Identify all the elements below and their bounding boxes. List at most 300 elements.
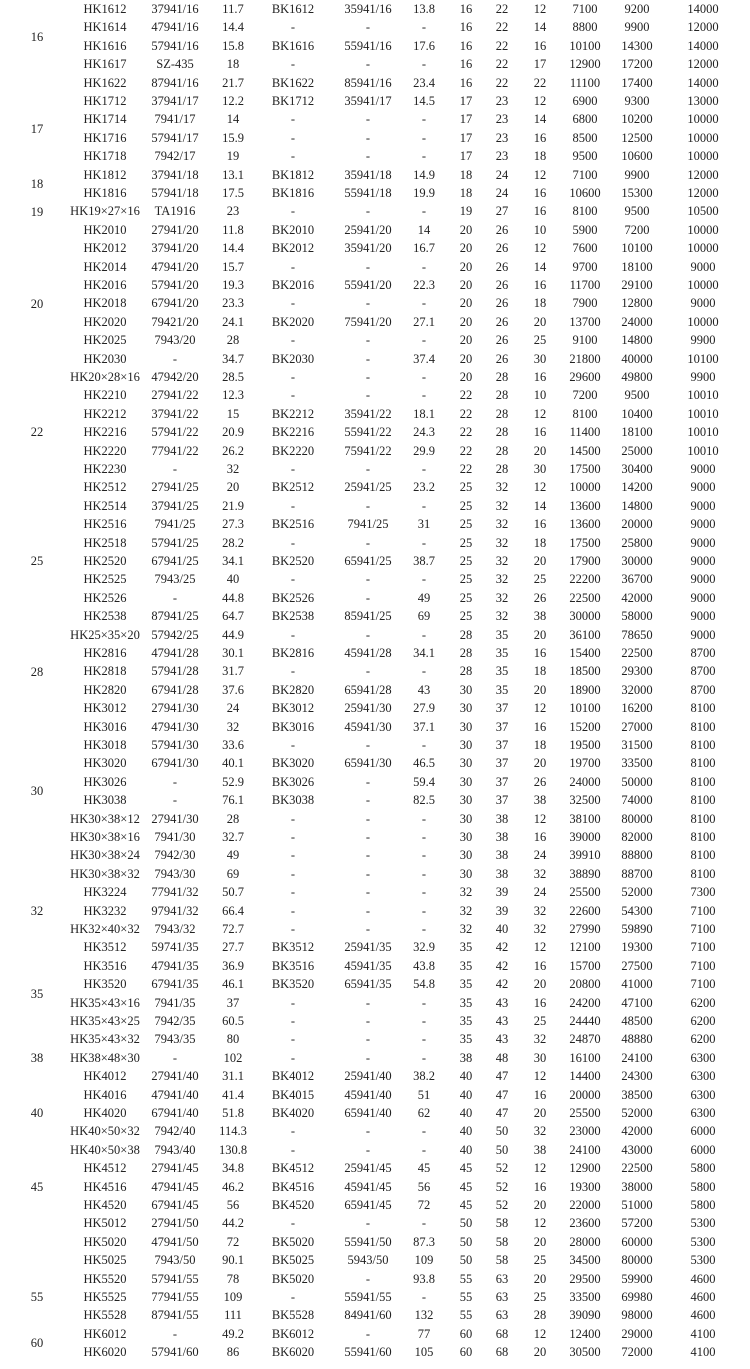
cell-shaft-dia: 35	[459, 1032, 473, 1047]
cell-max-speed: 6300	[690, 1069, 716, 1084]
cell-weight: 12.2	[222, 94, 244, 108]
cell-closed-weight: -	[421, 498, 427, 513]
table-row	[0, 0, 750, 18]
cell-shaft-dia: 25	[459, 554, 473, 568]
cell-static-load: 80000	[621, 811, 653, 826]
cell-static-load: 52000	[621, 885, 653, 900]
cell-max-speed: 9000	[690, 535, 716, 550]
cell-weight: 19	[226, 149, 240, 164]
cell-static-load: 36700	[621, 572, 653, 587]
cell-part-no: 37941/18	[151, 167, 199, 182]
cell-dynamic-load: 29600	[569, 370, 601, 384]
table-row	[0, 1233, 750, 1251]
table-row	[0, 239, 750, 257]
table-row	[0, 331, 750, 349]
cell-part-no: 7943/35	[154, 1032, 196, 1047]
cell-max-speed: 5800	[690, 1198, 716, 1212]
cell-part-no: -	[172, 1326, 178, 1341]
cell-shaft-dia: 20	[459, 296, 473, 311]
cell-dynamic-load: 10600	[569, 186, 601, 200]
table-row	[0, 1086, 750, 1104]
cell-closed-model: BK3516	[271, 958, 315, 973]
cell-closed-weight: 45	[417, 1161, 431, 1176]
cell-closed-part-no: -	[365, 296, 371, 311]
cell-dynamic-load: 15200	[569, 719, 601, 734]
cell-model: HK19×27×16	[70, 204, 140, 219]
cell-max-speed: 8100	[690, 793, 716, 808]
table-row	[0, 423, 750, 441]
cell-model: HK2220	[83, 443, 127, 458]
cell-model: HK38×48×30	[70, 1050, 140, 1065]
cell-closed-part-no: -	[365, 1326, 371, 1341]
cell-dynamic-load: 19300	[569, 1179, 601, 1194]
cell-max-speed: 12000	[687, 186, 719, 200]
cell-outer-dia: 68	[495, 1326, 509, 1341]
cell-max-speed: 14000	[687, 2, 719, 16]
cell-part-no: 47941/35	[151, 958, 199, 973]
cell-outer-dia: 26	[495, 241, 509, 256]
cell-closed-model: BK3020	[271, 756, 315, 771]
cell-weight: 34.1	[222, 554, 244, 568]
cell-closed-model: BK1612	[271, 2, 315, 16]
cell-model: HK2512	[83, 480, 127, 495]
table-row	[0, 55, 750, 73]
table-row	[0, 202, 750, 220]
cell-closed-part-no: -	[365, 903, 371, 918]
cell-closed-model: -	[290, 627, 296, 642]
cell-closed-weight: -	[421, 903, 427, 918]
cell-static-load: 32000	[621, 682, 653, 697]
table-row	[0, 791, 750, 809]
cell-outer-dia: 50	[495, 1124, 509, 1139]
cell-shaft-dia: 25	[459, 517, 473, 532]
cell-outer-dia: 47	[495, 1087, 509, 1102]
cell-width: 32	[533, 1032, 547, 1047]
cell-max-speed: 10000	[687, 314, 719, 329]
cell-model: HK6020	[83, 1345, 127, 1360]
cell-model: HK4520	[83, 1198, 127, 1212]
cell-dynamic-load: 9100	[572, 333, 598, 348]
cell-static-load: 29300	[621, 664, 653, 679]
cell-shaft-dia: 30	[459, 774, 473, 789]
cell-closed-weight: 72	[417, 1198, 431, 1212]
cell-model: HK30×38×32	[70, 866, 140, 881]
cell-shaft-dia: 18	[459, 167, 473, 182]
cell-closed-part-no: -	[365, 572, 371, 587]
cell-outer-dia: 28	[495, 425, 509, 440]
cell-width: 16	[533, 1179, 547, 1194]
cell-max-speed: 7100	[690, 922, 716, 936]
cell-closed-weight: 37.4	[413, 351, 435, 366]
cell-outer-dia: 22	[495, 2, 509, 16]
cell-model: HK1622	[83, 75, 127, 90]
cell-closed-model: -	[290, 333, 296, 348]
cell-part-no: 57941/22	[151, 425, 199, 440]
table-row	[0, 74, 750, 92]
cell-dynamic-load: 18900	[569, 682, 601, 697]
cell-shaft-dia: 20	[459, 351, 473, 366]
cell-model: HK3520	[83, 977, 127, 992]
cell-closed-part-no: -	[365, 830, 371, 844]
cell-weight: 69	[226, 866, 240, 881]
cell-closed-part-no: 65941/28	[344, 682, 392, 697]
cell-max-speed: 9000	[690, 498, 716, 513]
cell-part-no: 57942/25	[151, 627, 199, 642]
cell-closed-model: BK6012	[271, 1326, 315, 1341]
cell-closed-model: BK4520	[271, 1198, 315, 1212]
cell-closed-model: BK3016	[271, 719, 315, 734]
cell-shaft-dia: 45	[459, 1179, 473, 1194]
cell-shaft-dia: 19	[459, 204, 473, 219]
cell-weight: 11.8	[222, 222, 244, 237]
cell-part-no: 77941/22	[151, 443, 199, 458]
cell-closed-weight: -	[421, 1032, 427, 1047]
table-row	[0, 846, 750, 864]
cell-weight: 23.3	[222, 296, 244, 311]
table-row	[0, 129, 750, 147]
table-row	[0, 994, 750, 1012]
cell-closed-weight: 31	[417, 517, 431, 532]
table-row	[0, 1049, 750, 1067]
cell-max-speed: 10500	[687, 204, 719, 219]
cell-model: HK4016	[83, 1087, 127, 1102]
cell-static-load: 14800	[621, 498, 653, 513]
cell-shaft-dia: 22	[459, 443, 473, 458]
cell-model: HK35×43×32	[70, 1032, 140, 1047]
cell-closed-weight: -	[421, 1290, 427, 1304]
cell-outer-dia: 58	[495, 1253, 509, 1268]
cell-max-speed: 9000	[690, 590, 716, 605]
cell-shaft-dia: 16	[459, 20, 473, 35]
cell-outer-dia: 26	[495, 333, 509, 348]
cell-closed-weight: 37.1	[413, 719, 435, 734]
cell-width: 28	[533, 1308, 547, 1323]
cell-max-speed: 9000	[690, 554, 716, 568]
cell-weight: 15.7	[222, 259, 244, 274]
cell-weight: 34.8	[222, 1161, 244, 1176]
cell-static-load: 9200	[624, 2, 650, 16]
cell-part-no: 37941/20	[151, 241, 199, 256]
cell-closed-part-no: 75941/20	[344, 314, 392, 329]
cell-shaft-dia: 28	[459, 646, 473, 660]
cell-dynamic-load: 24100	[569, 1142, 601, 1157]
cell-closed-part-no: -	[365, 20, 371, 35]
cell-dynamic-load: 7100	[572, 167, 598, 182]
cell-closed-model: BK2020	[271, 314, 315, 329]
cell-dynamic-load: 20800	[569, 977, 601, 992]
cell-max-speed: 4600	[690, 1290, 716, 1304]
table-row	[0, 386, 750, 404]
cell-model: HK2010	[83, 222, 127, 237]
cell-shaft-dia: 20	[459, 333, 473, 348]
cell-width: 25	[533, 333, 547, 348]
table-row	[0, 736, 750, 754]
cell-closed-part-no: 55941/55	[344, 1290, 392, 1304]
cell-closed-model: -	[290, 259, 296, 274]
cell-shaft-dia: 30	[459, 738, 473, 752]
cell-outer-dia: 28	[495, 406, 509, 421]
cell-dynamic-load: 10100	[569, 38, 601, 53]
cell-shaft-dia: 25	[459, 572, 473, 587]
cell-outer-dia: 28	[495, 443, 509, 458]
table-row	[0, 570, 750, 588]
cell-closed-weight: 32.9	[413, 940, 435, 955]
cell-width: 24	[533, 885, 547, 900]
cell-outer-dia: 68	[495, 1345, 509, 1360]
cell-closed-part-no: -	[365, 885, 371, 900]
cell-closed-weight: 16.7	[413, 241, 435, 256]
cell-static-load: 54300	[621, 903, 653, 918]
cell-dynamic-load: 25500	[569, 1106, 601, 1120]
cell-closed-model: -	[290, 1014, 296, 1028]
cell-part-no: 57941/55	[151, 1271, 199, 1286]
cell-weight: 20	[226, 480, 240, 495]
cell-shaft-dia: 20	[459, 222, 473, 237]
cell-shaft-dia: 40	[459, 1069, 473, 1084]
cell-width: 32	[533, 922, 547, 936]
cell-outer-dia: 47	[495, 1069, 509, 1084]
table-row	[0, 258, 750, 276]
cell-part-no: 97941/32	[151, 903, 199, 918]
cell-closed-part-no: 35941/22	[344, 406, 392, 421]
cell-max-speed: 6200	[690, 1014, 716, 1028]
cell-model: HK3020	[83, 756, 127, 771]
table-row	[0, 699, 750, 717]
cell-weight: 60.5	[222, 1014, 244, 1028]
cell-outer-dia: 38	[495, 848, 509, 863]
cell-model: HK25×35×20	[70, 627, 140, 642]
cell-closed-model: -	[290, 204, 296, 219]
cell-closed-model: BK2820	[271, 682, 315, 697]
cell-model: HK2520	[83, 554, 127, 568]
cell-width: 16	[533, 995, 547, 1010]
cell-weight: 32	[226, 462, 240, 476]
cell-part-no: 87941/25	[151, 609, 199, 624]
cell-part-no: -	[172, 774, 178, 789]
table-row	[0, 442, 750, 460]
cell-dynamic-load: 10000	[569, 480, 601, 495]
table-row	[0, 294, 750, 312]
cell-part-no: 27941/30	[151, 701, 199, 716]
cell-static-load: 10600	[621, 149, 653, 164]
cell-closed-part-no: 55941/20	[344, 278, 392, 292]
cell-closed-part-no: -	[365, 498, 371, 513]
table-row	[0, 810, 750, 828]
table-row	[0, 644, 750, 662]
cell-closed-part-no: 45941/30	[344, 719, 392, 734]
cell-dynamic-load: 13600	[569, 498, 601, 513]
cell-closed-model: -	[290, 370, 296, 384]
cell-outer-dia: 63	[495, 1290, 509, 1304]
cell-closed-weight: -	[421, 811, 427, 826]
cell-closed-part-no: 85941/25	[344, 609, 392, 624]
cell-closed-part-no: -	[365, 333, 371, 348]
cell-closed-part-no: 65941/30	[344, 756, 392, 771]
cell-width: 20	[533, 977, 547, 992]
cell-part-no: 77941/32	[151, 885, 199, 900]
cell-max-speed: 9000	[690, 296, 716, 311]
cell-part-no: 27941/22	[151, 388, 199, 403]
cell-static-load: 19300	[621, 940, 653, 955]
cell-width: 18	[533, 296, 547, 311]
cell-width: 17	[533, 57, 547, 72]
table-row	[0, 515, 750, 533]
cell-part-no: 7942/40	[154, 1124, 196, 1139]
cell-outer-dia: 32	[495, 572, 509, 587]
table-row	[0, 883, 750, 901]
cell-max-speed: 10000	[687, 222, 719, 237]
cell-closed-model: BK2520	[271, 554, 315, 568]
cell-weight: 50.7	[222, 885, 244, 900]
cell-part-no: 37941/22	[151, 406, 199, 421]
cell-part-no: 27941/50	[151, 1216, 199, 1231]
cell-closed-weight: 23.2	[413, 480, 435, 495]
cell-static-load: 82000	[621, 830, 653, 844]
cell-shaft-dia: 17	[459, 130, 473, 145]
cell-shaft-dia: 35	[459, 1014, 473, 1028]
cell-closed-weight: 51	[417, 1087, 431, 1102]
cell-width: 14	[533, 498, 547, 513]
cell-closed-model: BK3512	[271, 940, 315, 955]
cell-closed-model: -	[290, 866, 296, 881]
cell-closed-model: -	[290, 1032, 296, 1047]
cell-part-no: 87941/16	[151, 75, 199, 90]
cell-dynamic-load: 12900	[569, 1161, 601, 1176]
cell-width: 16	[533, 38, 547, 53]
table-row	[0, 147, 750, 165]
cell-weight: 78	[226, 1271, 240, 1286]
cell-part-no: 7943/20	[154, 333, 196, 348]
cell-dynamic-load: 39000	[569, 830, 601, 844]
cell-part-no: 67941/25	[151, 554, 199, 568]
cell-closed-weight: -	[421, 388, 427, 403]
cell-closed-weight: 38.7	[413, 554, 435, 568]
cell-closed-part-no: 55941/60	[344, 1345, 392, 1360]
cell-outer-dia: 50	[495, 1142, 509, 1157]
cell-model: HK2212	[83, 406, 127, 421]
cell-weight: 37	[226, 995, 240, 1010]
cell-part-no: 27941/45	[151, 1161, 199, 1176]
cell-part-no: -	[172, 1050, 178, 1065]
cell-closed-model: -	[290, 811, 296, 826]
cell-outer-dia: 38	[495, 811, 509, 826]
cell-static-load: 10200	[621, 112, 653, 127]
cell-model: HK35×43×25	[70, 1014, 140, 1028]
cell-dynamic-load: 23000	[569, 1124, 601, 1139]
cell-shaft-dia: 20	[459, 314, 473, 329]
cell-model: HK2518	[83, 535, 127, 550]
cell-closed-model: -	[290, 462, 296, 476]
cell-width: 14	[533, 259, 547, 274]
cell-max-speed: 7100	[690, 903, 716, 918]
cell-dynamic-load: 38890	[569, 866, 601, 881]
cell-outer-dia: 58	[495, 1216, 509, 1231]
cell-weight: 24.1	[222, 314, 244, 329]
cell-width: 20	[533, 314, 547, 329]
cell-dynamic-load: 24440	[569, 1014, 601, 1028]
cell-static-load: 30000	[621, 554, 653, 568]
cell-closed-model: BK2212	[271, 406, 315, 421]
cell-static-load: 98000	[621, 1308, 653, 1323]
cell-closed-part-no: -	[365, 130, 371, 145]
cell-max-speed: 9000	[690, 259, 716, 274]
cell-max-speed: 4600	[690, 1308, 716, 1323]
cell-closed-part-no: 45941/40	[344, 1087, 392, 1102]
cell-shaft-dia: 40	[459, 1087, 473, 1102]
cell-shaft-dia: 30	[459, 811, 473, 826]
cell-max-speed: 4600	[690, 1271, 716, 1286]
cell-outer-dia: 38	[495, 830, 509, 844]
cell-closed-weight: 27.1	[413, 314, 435, 329]
cell-width: 22	[533, 75, 547, 90]
cell-weight: 49.2	[222, 1326, 244, 1341]
cell-max-speed: 6000	[690, 1142, 716, 1157]
cell-model: HK5525	[83, 1290, 127, 1304]
cell-max-speed: 5800	[690, 1179, 716, 1194]
group-shaft-diameter-label: 16	[30, 30, 44, 44]
cell-width: 12	[533, 1069, 547, 1084]
cell-width: 16	[533, 370, 547, 384]
cell-model: HK2030	[83, 351, 127, 366]
cell-closed-model: -	[290, 903, 296, 918]
cell-dynamic-load: 7600	[572, 241, 598, 256]
cell-closed-part-no: -	[365, 351, 371, 366]
cell-dynamic-load: 10100	[569, 701, 601, 716]
cell-outer-dia: 38	[495, 866, 509, 881]
cell-weight: 40.1	[222, 756, 244, 771]
cell-weight: 20.9	[222, 425, 244, 440]
cell-shaft-dia: 30	[459, 719, 473, 734]
cell-closed-model: -	[290, 1142, 296, 1157]
cell-closed-part-no: -	[365, 1142, 371, 1157]
cell-width: 12	[533, 241, 547, 256]
cell-closed-part-no: -	[365, 774, 371, 789]
cell-closed-weight: -	[421, 922, 427, 936]
cell-outer-dia: 48	[495, 1050, 509, 1065]
cell-width: 16	[533, 958, 547, 973]
cell-closed-part-no: 35941/18	[344, 167, 392, 182]
cell-part-no: 37941/25	[151, 498, 199, 513]
cell-weight: 36.9	[222, 958, 244, 973]
cell-static-load: 9500	[624, 204, 650, 219]
cell-closed-part-no: 85941/16	[344, 75, 392, 90]
group-shaft-diameter-label: 32	[30, 903, 44, 918]
cell-outer-dia: 47	[495, 1106, 509, 1120]
cell-part-no: 7942/30	[154, 848, 196, 863]
cell-shaft-dia: 38	[459, 1050, 473, 1065]
cell-closed-model: BK4516	[271, 1179, 315, 1194]
cell-static-load: 49800	[621, 370, 653, 384]
cell-max-speed: 10000	[687, 112, 719, 127]
cell-closed-weight: 23.4	[413, 75, 435, 90]
cell-part-no: 59741/35	[151, 940, 199, 955]
table-row	[0, 681, 750, 699]
cell-outer-dia: 52	[495, 1198, 509, 1212]
cell-shaft-dia: 25	[459, 498, 473, 513]
cell-static-load: 27000	[621, 719, 653, 734]
cell-dynamic-load: 22000	[569, 1198, 601, 1212]
cell-closed-part-no: -	[365, 535, 371, 550]
cell-part-no: 27941/20	[151, 222, 199, 237]
cell-width: 10	[533, 222, 547, 237]
cell-outer-dia: 43	[495, 1014, 509, 1028]
cell-closed-weight: -	[421, 1050, 427, 1065]
cell-closed-part-no: 25941/45	[344, 1161, 392, 1176]
table-row	[0, 754, 750, 772]
cell-dynamic-load: 16100	[569, 1050, 601, 1065]
cell-weight: 90.1	[222, 1253, 244, 1268]
cell-width: 16	[533, 186, 547, 200]
